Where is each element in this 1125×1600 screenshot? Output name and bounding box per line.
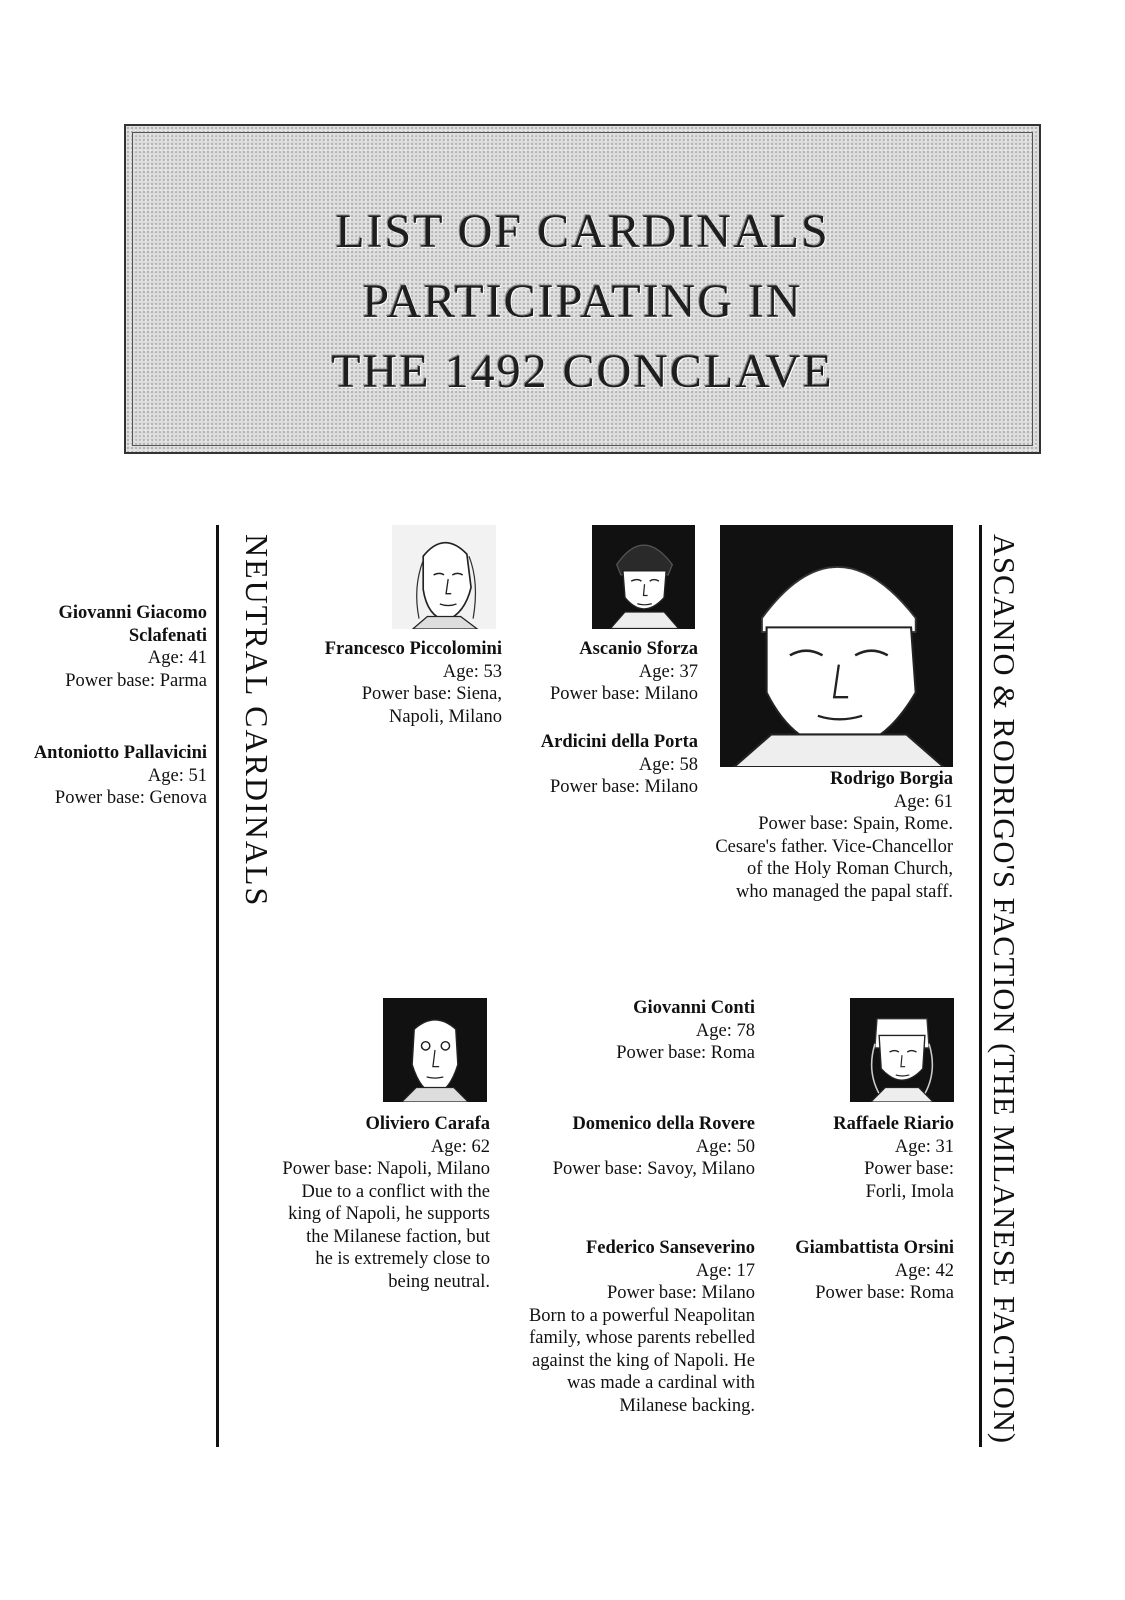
age-piccolomini: Age: 53 [442, 661, 502, 682]
title-line-3: THE 1492 CONCLAVE [331, 345, 834, 398]
portrait-borgia [720, 525, 953, 767]
base-piccolomini-1: Power base: Siena, [361, 684, 502, 704]
card-riario [833, 1113, 954, 1203]
portrait-sforza [592, 525, 695, 629]
name-riario: Raffaele Riario [833, 1114, 954, 1134]
note-borgia-3: who managed the papal staff. [736, 881, 953, 902]
age-sclafenati: Age: 41 [147, 648, 207, 668]
note-sanseverino-4: was made a cardinal with [566, 1373, 755, 1393]
age-borgia: Age: 61 [893, 791, 953, 812]
note-borgia-2: of the Holy Roman Church, [746, 859, 953, 879]
age-sforza: Age: 37 [638, 661, 698, 682]
neutral-faction-label: NEUTRAL CARDINALS [239, 534, 275, 908]
note-carafa-3: the Milanese faction, but [306, 1226, 490, 1247]
card-sanseverino [529, 1237, 755, 1417]
note-carafa-5: being neutral. [388, 1271, 490, 1292]
neutral-divider [216, 525, 219, 1447]
portrait-piccolomini-image [392, 525, 496, 629]
note-borgia-1: Cesare's father. Vice-Chancellor [715, 836, 953, 857]
title-line-2: PARTICIPATING IN [362, 275, 803, 328]
card-borgia [715, 768, 953, 903]
age-sanseverino: Age: 17 [695, 1260, 755, 1281]
portrait-sforza-image [592, 525, 695, 629]
base-sclafenati: Power base: Parma [65, 670, 207, 691]
name-rovere: Domenico della Rovere [572, 1114, 755, 1134]
base-pallavicini: Power base: Genova [54, 788, 207, 808]
age-pallavicini: Age: 51 [147, 765, 207, 786]
note-carafa-1: Due to a conflict with the [301, 1181, 490, 1202]
portrait-carafa-image [383, 998, 487, 1102]
note-sanseverino-5: Milanese backing. [619, 1395, 755, 1416]
name-conti: Giovanni Conti [633, 998, 755, 1018]
portrait-piccolomini [392, 525, 496, 629]
base-orsini: Power base: Roma [815, 1283, 954, 1303]
card-piccolomini [325, 638, 502, 728]
portrait-riario-image [850, 998, 954, 1102]
card-carafa [282, 1113, 490, 1293]
card-sclafenati [58, 602, 207, 692]
base-conti: Power base: Roma [616, 1043, 755, 1063]
age-riario: Age: 31 [894, 1136, 954, 1157]
title-panel [124, 124, 1041, 454]
name-piccolomini: Francesco Piccolomini [324, 639, 502, 659]
card-pallavicini [34, 742, 207, 810]
card-orsini [795, 1237, 954, 1305]
age-orsini: Age: 42 [894, 1260, 954, 1281]
base-sforza: Power base: Milano [550, 684, 698, 704]
card-porta [541, 731, 698, 799]
name-carafa: Oliviero Carafa [365, 1114, 490, 1134]
name-sanseverino: Federico Sanseverino [585, 1238, 755, 1258]
portrait-borgia-image [720, 525, 953, 767]
name-borgia: Rodrigo Borgia [830, 769, 953, 789]
name-sclafenati-1: Giovanni Giacomo [58, 603, 207, 623]
name-pallavicini: Antoniotto Pallavicini [33, 743, 207, 763]
portrait-carafa [383, 998, 487, 1102]
name-sclafenati-2: Sclafenati [128, 625, 207, 646]
card-rovere [553, 1113, 755, 1181]
name-orsini: Giambattista Orsini [795, 1238, 954, 1258]
title-line-1: LIST OF CARDINALS [335, 205, 830, 258]
base-rovere: Power base: Savoy, Milano [552, 1159, 755, 1179]
card-sforza [550, 638, 698, 706]
age-carafa: Age: 62 [430, 1136, 490, 1157]
age-conti: Age: 78 [695, 1020, 755, 1041]
note-sanseverino-2: family, whose parents rebelled [529, 1328, 755, 1348]
card-conti [616, 997, 755, 1065]
age-rovere: Age: 50 [695, 1136, 755, 1157]
name-sforza: Ascanio Sforza [579, 639, 698, 659]
note-carafa-4: he is extremely close to [315, 1249, 490, 1269]
portrait-riario [850, 998, 954, 1102]
base-piccolomini-2: Napoli, Milano [388, 706, 502, 727]
note-sanseverino-1: Born to a powerful Neapolitan [528, 1305, 755, 1326]
base-porta: Power base: Milano [550, 777, 698, 797]
base-borgia: Power base: Spain, Rome. [758, 814, 953, 834]
base-riario-1: Power base: [864, 1159, 954, 1179]
base-riario-2: Forli, Imola [865, 1181, 954, 1202]
base-carafa: Power base: Napoli, Milano [282, 1159, 490, 1179]
age-porta: Age: 58 [638, 754, 698, 775]
milanese-faction-label: ASCANIO & RODRIGO'S FACTION (THE MILANESE FACTION) [987, 534, 1021, 1445]
note-sanseverino-3: against the king of Napoli. He [532, 1350, 755, 1371]
name-porta: Ardicini della Porta [540, 732, 698, 752]
milanese-divider [979, 525, 982, 1447]
base-sanseverino: Power base: Milano [607, 1283, 755, 1303]
note-carafa-2: king of Napoli, he supports [288, 1204, 490, 1224]
